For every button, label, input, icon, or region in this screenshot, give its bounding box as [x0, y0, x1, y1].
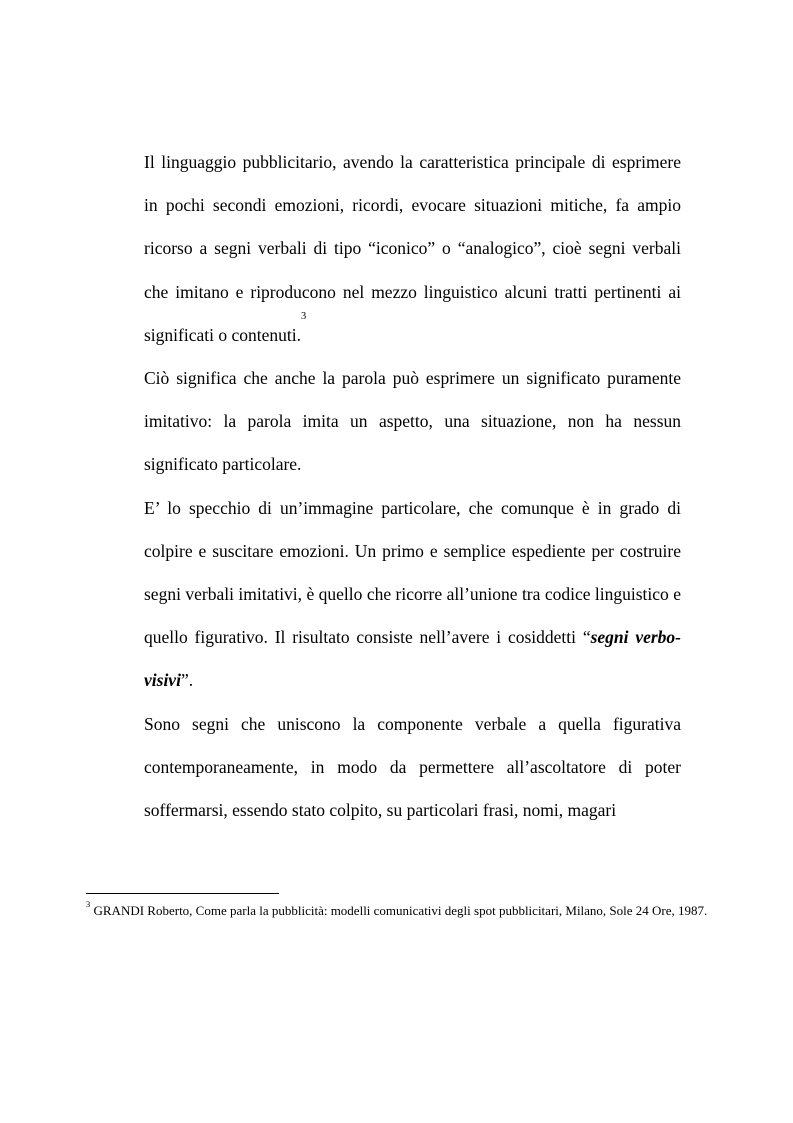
paragraph-1-text: Il linguaggio pubblicitario, avendo la caratteristica principale di esprimere in pochi secondi emozioni, ricordi, evocare situazioni mitiche, fa ampio ricorso a segni verbali di tipo “iconico” o “analogico”, cioè segni verbali che imitano e riproducono nel mezzo linguistico alcuni tratti pertinenti ai significati o contenuti. [144, 152, 681, 345]
paragraph-4 [144, 703, 681, 833]
paragraph-3-text-before: E’ lo specchio di un’immagine particolare, che comunque è in grado di colpire e suscitare emozioni. Un primo e semplice espediente per costruire segni verbali imitativi, è quello che ricorre all’unione tra codice linguistico e quello figurativo. Il risultato consiste nell’avere i cosiddetti “ [144, 497, 681, 648]
paragraph-3 [144, 487, 681, 703]
footnote-separator [86, 893, 279, 894]
footnote-text: GRANDI Roberto, Come parla la pubblicità: modelli comunicativi degli spot pubblicitari, Milano, Sole 24 Ore, 1987. [93, 903, 708, 918]
paragraph-4-text: Sono segni che uniscono la componente verbale a quella figurativa contemporaneamente, in modo da permettere all’ascoltatore di poter soffermarsi, essendo stato colpito, su particolari frasi, nomi, magari [144, 713, 681, 821]
paragraph-1 [144, 141, 681, 357]
body-text [144, 141, 681, 832]
paragraph-2-text: Ciò significa che anche la parola può esprimere un significato puramente imitativo: la parola imita un aspetto, una situazione, non ha nessun significato particolare. [144, 368, 681, 475]
emphasis-segni-verbo-visivi: segni verbo-visivi [144, 627, 681, 691]
footnote [86, 901, 718, 920]
footnote-mark: 3 [86, 899, 91, 909]
paragraph-3-text-after: ”. [180, 670, 194, 691]
footnote-reference: 3 [300, 310, 307, 322]
paragraph-2 [144, 357, 681, 487]
